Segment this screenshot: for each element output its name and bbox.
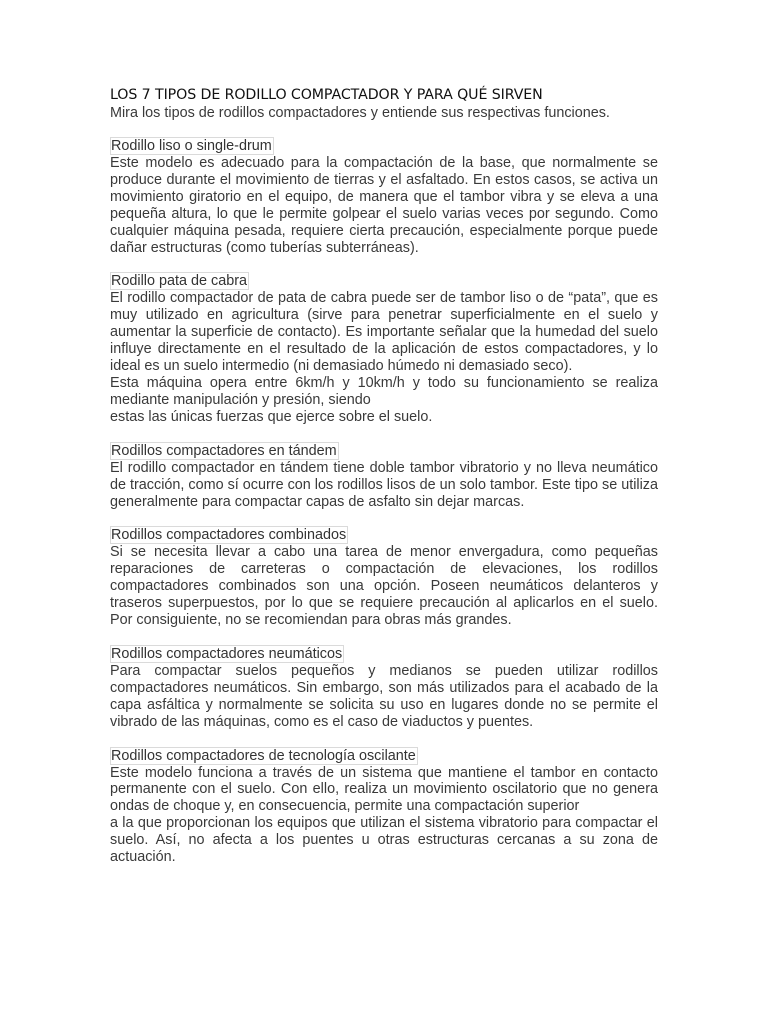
- section-heading: Rodillos compactadores combinados: [111, 527, 347, 544]
- document-intro: Mira los tipos de rodillos compactadores y entiende sus respectivas funciones.: [110, 105, 610, 121]
- section-paragraph: a la que proporcionan los equipos que utilizan el sistema vibratorio para compactar el suelo. Así, no afecta a los puentes u otras estructuras cercanas a su zona de actuación.: [110, 815, 658, 866]
- section-rodillo-liso: [110, 137, 658, 256]
- section-heading: Rodillo liso o single-drum: [111, 138, 272, 154]
- section-pata-de-cabra: [110, 272, 658, 425]
- section-paragraph: Esta máquina opera entre 6km/h y 10km/h y todo su funcionamiento se realiza mediante manipulación y presión, siendo: [110, 374, 658, 408]
- section-neumaticos: [110, 645, 658, 731]
- section-combinados: [110, 526, 658, 629]
- section-paragraph: El rodillo compactador de pata de cabra puede ser de tambor liso o de “pata”, que es muy utilizado en agricultura (sirve para penetrar superficialmente en el suelo y aumentar la superficie de contacto). Es importante señalar que la humedad del suelo influye directamente en el resultado de la aplicación de estos compactadores, y lo ideal es un suelo intermedio (ni demasiado húmedo ni demasiado seco).: [110, 290, 658, 375]
- section-oscilante: [110, 747, 658, 866]
- section-paragraph: Este modelo es adecuado para la compactación de la base, que normalmente se produce durante el movimiento de tierras y el asfaltado. En estos casos, se activa un movimiento giratorio en el equipo, de manera que el tambor vibra y se eleva a una pequeña altura, lo que le permite golpear el suelo varias veces por segundo. Como cualquier máquina pesada, requiere cierta precaución, especialmente porque puede dañar estructuras (como tuberías subterráneas).: [110, 155, 658, 256]
- section-tandem: [110, 442, 658, 511]
- section-paragraph: Este modelo funciona a través de un sistema que mantiene el tambor en contacto permanente con el suelo. Con ello, realiza un movimiento oscilatorio que no genera ondas de choque y, en consecuencia, permite una compactación superior: [110, 764, 658, 815]
- document-body: [110, 86, 658, 882]
- section-heading: Rodillos compactadores en tándem: [111, 442, 337, 459]
- section-paragraph: Si se necesita llevar a cabo una tarea de menor envergadura, como pequeñas reparaciones de carreteras o compactación de elevaciones, los rodillos compactadores combinados son una opción. Poseen neumáticos delanteros y traseros superpuestos, por lo que se requiere precaución al aplicarlos en el suelo. Por consiguiente, no se recomiendan para obras más grandes.: [110, 544, 658, 629]
- document-title: LOS 7 TIPOS DE RODILLO COMPACTADOR Y PARA QUÉ SIRVEN: [110, 87, 543, 103]
- section-paragraph: estas las únicas fuerzas que ejerce sobre el suelo.: [110, 408, 433, 425]
- section-paragraph: El rodillo compactador en tándem tiene doble tambor vibratorio y no lleva neumático de tracción, como sí ocurre con los rodillos lisos de un solo tambor. Este tipo se utiliza generalmente para compactar capas de asfalto sin dejar marcas.: [110, 459, 658, 510]
- section-paragraph: Para compactar suelos pequeños y medianos se pueden utilizar rodillos compactadores neumáticos. Sin embargo, son más utilizados para el acabado de la capa asfáltica y normalmente se solicita su uso en lugares donde no se permite el vibrado de las máquinas, como es el caso de viaductos y puentes.: [110, 662, 658, 730]
- section-heading: Rodillos compactadores neumáticos: [111, 645, 343, 662]
- section-heading: Rodillo pata de cabra: [111, 273, 248, 290]
- section-heading: Rodillos compactadores de tecnología oscilante: [111, 747, 416, 764]
